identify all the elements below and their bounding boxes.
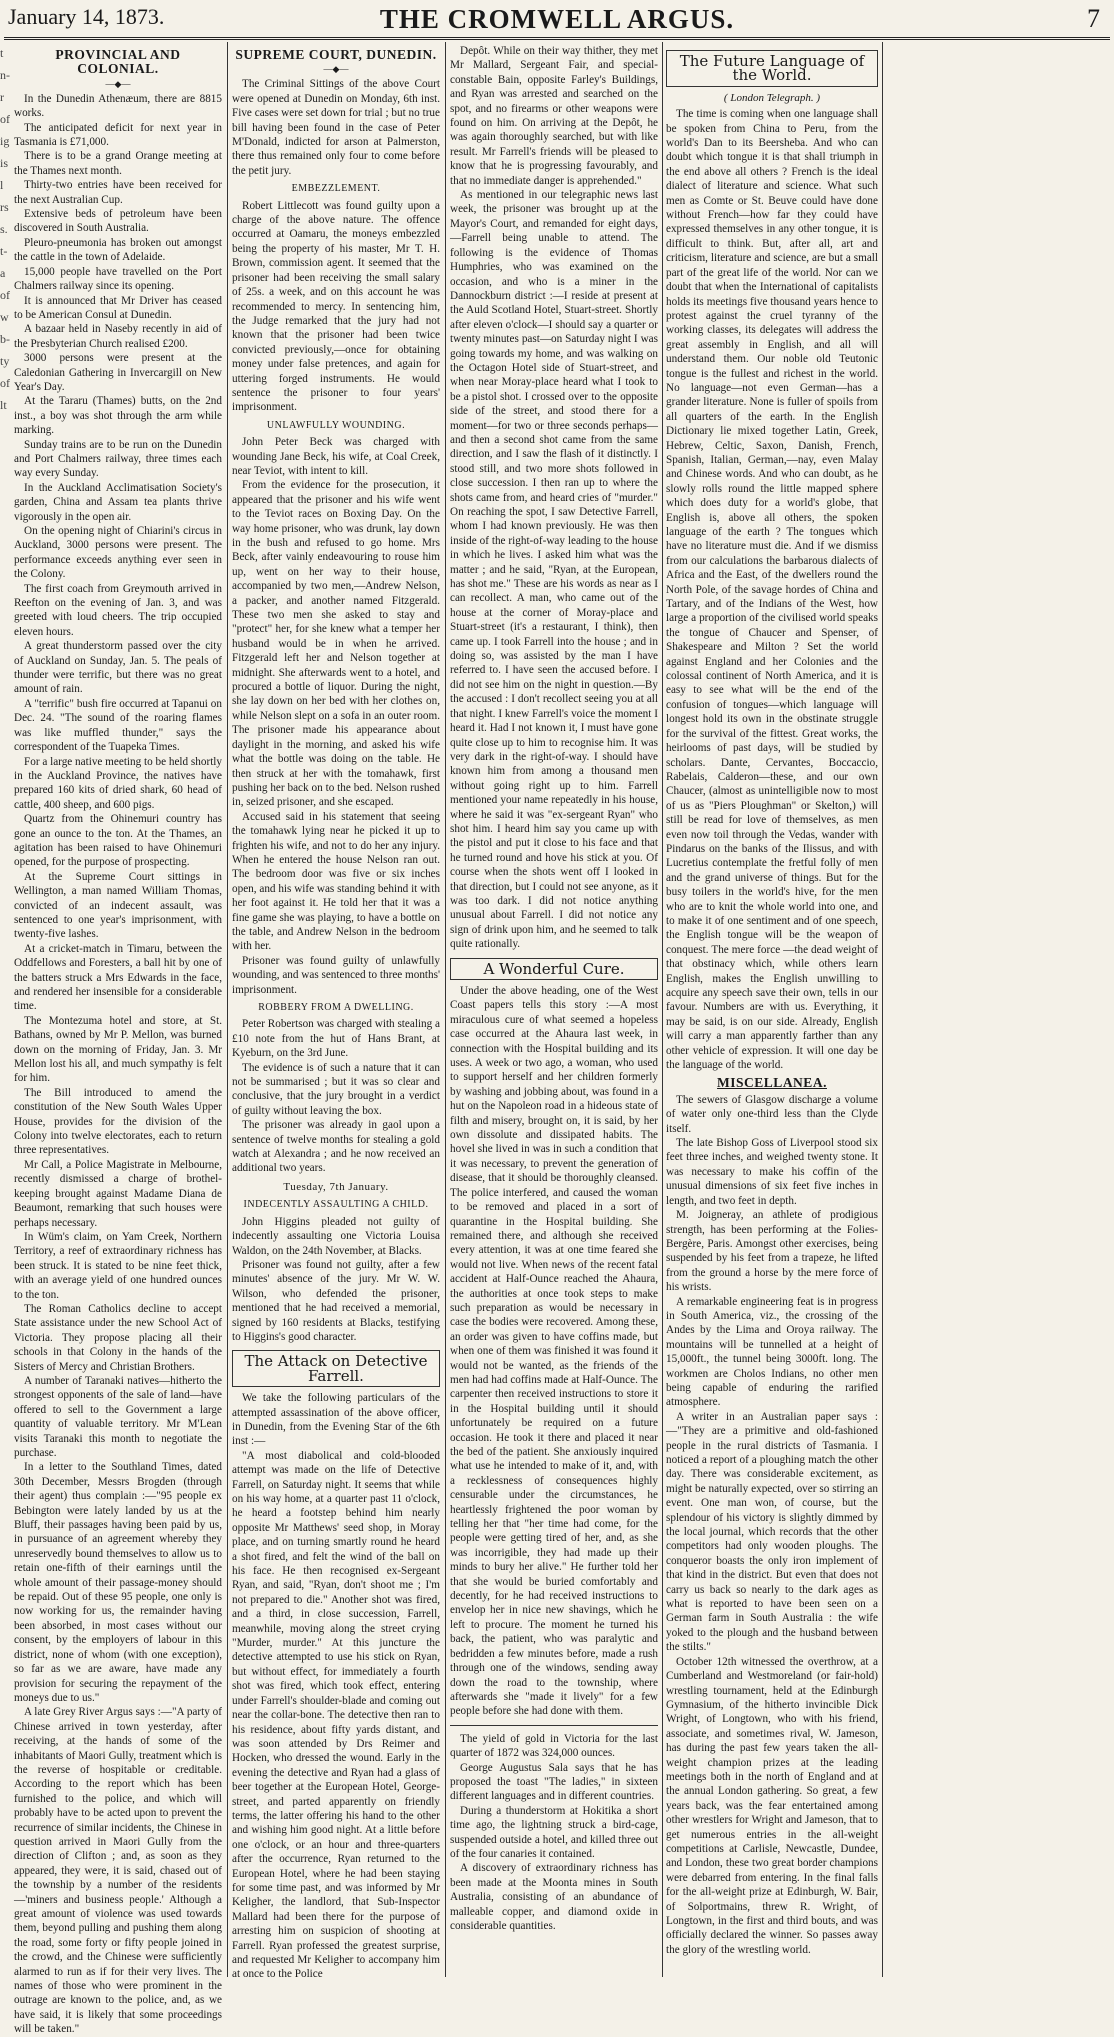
gutter-fragment: of — [0, 112, 10, 126]
column-supreme-court — [232, 44, 441, 1981]
news-item: A remarkable engineering feat is in progress in South America, viz., the crossing of the Andes by the Lima and Oroya railway. The mountains will be tunnelled at a height of 15,000ft., the tunnel being 3000ft. long. The workmen are Cholos Indians, no other men being capable of enduring the rarified atmosphere. — [666, 1295, 878, 1409]
news-item: In a letter to the Southland Times, dated 30th December, Messrs Brogden (through their agent) thus complain :—"95 people ex Bebington were lately landed by us at the Bluff, their passages having been paid by us, in pursuance of an agreement whereby they unreservedly bound themselves to allow us to retain one-fifth of their earnings until the whole amount of their passage-money should be repaid. Out of these 95 people, one only is now working for us, the remainder having been absorbed, in most cases without our consent, by the employers of labour in this district, none of whom (with one exception), so far as we are aware, have made any provision for securing the repayment of the moneys due to us." — [14, 1461, 222, 1704]
article-paragraph: The Criminal Sittings of the above Court were opened at Dunedin on Monday, 6th inst. Five cases were set down for trial ; but no true bill having been found in the case of Peter M'Donald, indicted for arson at Palmerston, there thus remained only four to come before the petit jury. — [232, 78, 440, 177]
section-heading: SUPREME COURT, DUNEDIN. — [235, 47, 437, 62]
article-heading: A Wonderful Cure. — [450, 958, 658, 980]
gutter-fragment: ig — [0, 134, 10, 148]
news-item: On the opening night of Chiarini's circus in Auckland, 3000 persons were present. The performance exceeds anything ever seen in the Colony. — [14, 525, 222, 581]
news-item: In the Dunedin Athenæum, there are 8815 works. — [14, 92, 222, 120]
news-item: At the Supreme Court sittings in Wellington, a man named William Thomas, convicted of an indecent assault, was sentenced to one year's imprisonment, with twenty-five lashes. — [14, 870, 222, 941]
news-item: A "terrific" bush fire occurred at Tapanui on Dec. 24. "The sound of the roaring flames was like muffled thunder," says the correspondent of the Tuapeka Times. — [14, 697, 222, 754]
gutter-fragment: b- — [0, 332, 10, 346]
news-item: M. Joigneray, an athlete of prodigious strength, has been performing at the Folies-Bergère, Paris. Amongst other exercises, being suspended by his feet from a trapeze, he lifted from the ground a horse by the mere force of his wrists. — [666, 1209, 878, 1294]
news-item: The anticipated deficit for next year in Tasmania is £71,000. — [14, 121, 222, 149]
news-item: The Roman Catholics decline to accept State assistance under the new School Act of Victoria. They propose placing all their schools in that Colony in the hands of the Sisters of Mercy and Christian Brothers. — [14, 1302, 222, 1373]
gutter-fragment: of — [0, 288, 10, 302]
newspaper-title: THE CROMWELL ARGUS. — [379, 4, 735, 34]
article-paragraph: Prisoner was found not guilty, after a few minutes' absence of the jury. Mr W. W. Wilson, who defended the prisoner, mentioned that he had received a memorial, signed by 160 residents at Blacks, testifying to Higgins's good character. — [232, 1258, 440, 1343]
gutter-fragment: t- — [0, 244, 8, 258]
news-item: Sunday trains are to be run on the Dunedin and Port Chalmers railway, three times each way every Sunday. — [14, 438, 222, 480]
news-item: A great thunderstorm passed over the city of Auckland on Sunday, Jan. 5. The peals of thunder were terrific, but there was no great amount of rain. — [14, 640, 222, 696]
gutter-fragment: rs — [0, 200, 9, 214]
article-paragraph: The evidence is of such a nature that it can not be summarised ; but it was so clear and conclusive, that the jury brought in a verdict of guilty without leaving the box. — [232, 1061, 440, 1117]
subheading: EMBEZZLEMENT. — [291, 183, 381, 195]
subheading: ROBBERY FROM A DWELLING. — [258, 1002, 414, 1013]
gutter-fragment: n- — [0, 68, 10, 82]
article-paragraph: John Peter Beck was charged with wounding Jane Beck, his wife, at Coal Creek, near Teviot, with intent to kill. — [232, 436, 440, 477]
news-item: The sewers of Glasgow discharge a volume of water only one-third less than the Clyde itself. — [666, 1093, 878, 1135]
date-subheading: Tuesday, 7th January. — [283, 1180, 389, 1193]
column-rule — [882, 42, 883, 1977]
divider — [450, 1725, 658, 1726]
column-rule — [445, 42, 446, 1977]
news-item: A late Grey River Argus says :—"A party of Chinese arrived in town yesterday, after receiving, at the hands of some of the inhabitants of Maori Gully, treatment which is the reverse of hospitable or creditable. According to the report which has been furnished to the police, and which will probably have to be acted upon to prevent the recurrence of similar incidents, the Chinese in question arrived in Maori Gully from the direction of Clifton ; and, as soon as they appeared, they were, it is said, chased out of the township by a number of the residents—'miners and business people.' Although a great amount of violence was used towards them, beyond pulling and pushing them along the road, some forty or fifty people joined in the crowd, and the Chinese were sufficiently alarmed to run as if for their very lives. The names of those who were prominent in the outrage are known to the police, and, as we have said, it is likely that some proceedings will be taken." — [14, 1706, 222, 2036]
news-item: October 12th witnessed the overthrow, at a Cumberland and Westmoreland (or fair-hold) wrestling tournament, held at the Edinburgh Gymnasium, of the hitherto invincible Dick Wright, of Longtown, who with his friend, associate, and sometimes rival, W. Jameson, has during the past few years taken the all-weight champion prizes at the leading meetings both in the north of England and at the annual London gathering. So great, a few years back, was the fear entertained among other wrestlers for Wright and Jameson, that to get numerous entries in the all-weight competitions at Carlisle, Newcastle, Dundee, and London, these two great border champions were debarred from entering. In the final falls for the all-weight prize at Edinburgh, W. Bair, of Solportmains, threw R. Wright, of Longtown, in the first and third bouts, and was officially declared the winner. So passes away the glory of the wrestling world. — [666, 1655, 878, 1956]
news-item: At a cricket-match in Timaru, between the Oddfellows and Foresters, a ball hit by one of the batters struck a Mrs Edwards in the face, and rendered her insensible for a considerable time. — [14, 942, 222, 1013]
news-item: 15,000 people have travelled on the Port Chalmers railway since its opening. — [14, 265, 222, 293]
article-heading: The Future Language of the World. — [666, 50, 878, 87]
news-item: A bazaar held in Naseby recently in aid of the Presbyterian Church realised £200. — [14, 323, 222, 350]
news-item: The Montezuma hotel and store, at St. Bathans, owned by Mr P. Mellon, was burned down on the morning of Friday, Jan. 3. Mr Mellon lost his all, and much sympathy is felt for him. — [14, 1014, 222, 1085]
ornament-divider: —◆— — [323, 64, 349, 75]
article-paragraph: From the evidence for the prosecution, it appeared that the prisoner and his wife went to the Teviot races on Boxing Day. On the way home prisoner, who was drunk, lay down in the bush and refused to go home. Mrs Beck, after vainly endeavouring to rouse him up, went on her way to their house, accompanied by two men,—Andrew Nelson, a packer, and another named Fitzgerald. These two men she asked to stay and "protect" her, for she knew what a temper her husband would be in when he arrived. Fitzgerald left her and Nelson together at midnight. She afterwards went to a hotel, and procured a bottle of liquor. During the night, she lay down on her bed with her clothes on, while Nelson slept on a sofa in an outer room. The prisoner made his appearance about daylight in the morning, and asked his wife what the bottle was doing on the table. He then struck at her with the tomahawk, first pushing her back on to the bed. Nelson rushed in, seized prisoner, and she escaped. — [232, 479, 440, 809]
news-item: In the Auckland Acclimatisation Society's garden, China and Assam tea plants thrive vigorously in the open air. — [14, 481, 222, 523]
subheading: UNLAWFULLY WOUNDING. — [266, 419, 406, 431]
news-item: Extensive beds of petroleum have been discovered in South Australia. — [14, 208, 222, 235]
news-item: During a thunderstorm at Hokitika a short time ago, the lightning struck a bird-cage, suspended outside a hotel, and killed three out of the four canaries it contained. — [450, 1804, 658, 1860]
news-item: Quartz from the Ohinemuri country has gone an ounce to the ton. At the Thames, an agitation has been raised to have Ohinemuri opened, for the purpose of prospecting. — [14, 813, 222, 869]
gutter-fragment: r — [0, 90, 4, 104]
ornament-divider: —◆— — [105, 78, 131, 89]
article-paragraph: The time is coming when one language shall be spoken from China to Peru, from the world's Dan to its Beersheba. And who can doubt which tongue it is that shall triumph in the end above all others ? French is the ideal dialect of literature and science. What such men as Comte or St. Beuve could have done without French—how far they could have expressed themselves in any other tongue, it is difficult to think. But, after all, art and criticism, literature and science, are but a small part of the great life of the world. Nor can we doubt that when the International of capitalists holds its meetings five thousand years hence to protest against the cruel tyranny of the working classes, its delegates will address the great assembly in English, and all will understand them. Our noble old Teutonic tongue is the fullest and richest in the world. No language—not even German—has a grander literature. None is fuller of spoils from all quarters of the earth. In the English Dictionary lie mixed together Latin, Greek, Hebrew, Celtic, Saxon, Danish, French, Spanish, Italian, German,—nay, even Malay and Chinese words. And who can doubt, as he slowly rolls round the little mapped sphere which does duty for a world's globe, that English is, above all others, the spoken language of the earth ? The tongues which have no literature must die. And if we dismiss from our calculations the barbarous dialects of Africa and the East, of the dwellers round the North Pole, of the savage hordes of China and Tartary, and of the Indians of the West, how large a proportion of the civilised world speaks the tongue of Chaucer and Spenser, of Shakespeare and Milton ? Set the world against England and her Colonies and the colossal continent of North America, and it is easy to see what will be the end of the confusion of tongues—which language will longest hold its own in the obstinate struggle for the survival of the fittest. Great works, the heirlooms of past days, will be studied by scholars. Dante, Cervantes, Boccaccio, Rabelais, Calderon—these, and our own Chaucer, (almost as unintelligible now to most of us as "Piers Ploughman" or Skelton,) will still be read for love of themselves, as men even now toil through the Vedas, wander with Pindarus on the banks of the Ilissus, and with Lucretius contemplate the fretful folly of men and the grand universe of things. But for the busy toilers in the world's hive, for the men who are to knit the whole world into one, and to make it of one sentiment and of one speech, the English tongue will be the weapon of conquest. The mere force —the dead weight of that obstinacy which, while others learn English, makes the English unwilling to acquire any speech save their own, tells in our favour. Numbers are with us. Everything, it may be said, is on our side. Already, English will carry a man apparently farther than any other vehicle of expression. It will one day be the language of the world. — [666, 108, 878, 1072]
news-item: 3000 persons were present at the Caledonian Gathering in Invercargill on New Year's Day. — [14, 352, 222, 393]
issue-date: January 14, 1873. — [8, 4, 165, 29]
article-paragraph: Accused said in his statement that seeing the tomahawk lying near he picked it up to frighten his wife, and not to do her any injury. When he entered the house Nelson ran out. The bedroom door was five or six inches open, and his wife was standing behind it with her foot against it. He told her that it was a fine game she was playing, to have a bottle on the table, and Andrew Nelson in the bedroom with her. — [232, 810, 440, 953]
column-rule — [662, 42, 663, 1977]
news-item: For a large native meeting to be held shortly in the Auckland Province, the natives have prepared 160 kits of dried shark, 60 head of cattle, 400 sheep, and 600 pigs. — [14, 755, 223, 811]
news-item: The first coach from Greymouth arrived in Reefton on the evening of Jan. 3, and was greeted with loud cheers. The trip occupied eleven hours. — [14, 582, 222, 638]
gutter-fragment: s. — [0, 222, 8, 236]
article-paragraph: The prisoner was already in gaol upon a sentence of twelve months for stealing a gold watch at Alexandra ; and he now received an additional two years. — [232, 1119, 440, 1175]
section-heading: MISCELLANEA. — [717, 1075, 827, 1091]
news-item: There is to be a grand Orange meeting at the Thames next month. — [14, 150, 222, 177]
news-item: Thirty-two entries have been received for the next Australian Cup. — [14, 179, 222, 206]
article-paragraph: We take the following particulars of the attempted assassination of the above officer, in Dunedin, from the Evening Star of the 6th inst :— — [232, 1392, 440, 1448]
news-item: The yield of gold in Victoria for the last quarter of 1872 was 324,000 ounces. — [450, 1732, 658, 1760]
article-source: ( London Telegraph. ) — [723, 91, 821, 104]
gutter-fragment: of — [0, 376, 10, 390]
article-heading: The Attack on Detective Farrell. — [232, 1350, 440, 1387]
gutter-fragments — [0, 42, 10, 1972]
news-item: The late Bishop Goss of Liverpool stood six feet three inches, and weighed twenty stone. It was necessary to make his coffin of the unusual dimensions of six feet five inches in length, and two feet in depth. — [666, 1137, 878, 1207]
subheading: INDECENTLY ASSAULTING A CHILD. — [243, 1199, 429, 1211]
news-item: A number of Taranaki natives—hitherto the strongest opponents of the sale of land—have offered to sell to the Government a large quantity of valuable territory. Mr M'Lean visits Taranaki this month to negotiate the purchase. — [14, 1374, 222, 1459]
news-item: George Augustus Sala says that he has proposed the toast "The ladies," in sixteen different languages and in different countries. — [450, 1761, 658, 1803]
gutter-fragment: lt — [0, 398, 7, 412]
news-item: Pleuro-pneumonia has broken out amongst the cattle in the town of Adelaide. — [14, 236, 222, 264]
gutter-fragment: w — [0, 310, 9, 324]
news-item: A discovery of extraordinary richness has been made at the Moonta mines in South Australia, consisting of an abundance of malleable copper, and diamond oxide in considerable quantities. — [450, 1862, 658, 1932]
column-future-language — [666, 44, 878, 1974]
article-paragraph: Prisoner was found guilty of unlawfully wounding, and was sentenced to three months' imprisonment. — [232, 954, 441, 996]
gutter-fragment: l — [0, 178, 4, 192]
news-item: A writer in an Australian paper says :—"They are a primitive and old-fashioned people in the rural districts of Tasmania. I noticed a report of a ploughing match the other day. There was considerable excitement, as might be naturally expected, over so stirring an event. One man won, of course, but the splendour of his victory is slightly dimmed by the local journal, which records that the other competitors had only wooden ploughs. The conqueror boasts the only iron implement of that kind in the district. But even that does not carry us back so nearly to the dark ages as what is reported to have been seen on a German farm in South Australia : the wife yoked to the plough and the husband between the stilts." — [666, 1410, 878, 1654]
article-paragraph: "A most diabolical and cold-blooded attempt was made on the life of Detective Farrell, on Saturday night. It seems that while on his way home, at a quarter past 11 o'clock, he heard a footstep behind him nearly opposite Mr Matthews' seed shop, in Moray place, and on turning smartly round he heard a shot fired, and felt the wind of the ball on his face. He then recognised ex-Sergeant Ryan, and said, "Ryan, don't shoot me ; I'm not prepared to die." Another shot was fired, and a third, in close succession, Farrell, meanwhile, moving along the street crying "Murder, murder." At this juncture the detective attempted to use his stick on Ryan, but without effect, for immediately a fourth shot was fired, which took effect, entering under Farrell's shoulder-blade and coming out near the collar-bone. The detective then ran to his residence, about fifty yards distant, and was soon attended by Drs Reimer and Hocken, who dressed the wound. Early in the evening the detective and Ryan had a glass of beer together at the European Hotel, George-street, and parted apparently on friendly terms, the latter offering his hand to the other and wishing him good night. At a little before one o'clock, or an hour and three-quarters after the occurrence, Ryan returned to the European Hotel, where he had been staying for some time past, and was informed by Mr Keligher, the landlord, that Sub-Inspector Mallard had been there for the purpose of arresting him on suspicion of shooting at Farrell. Ryan professed the greatest surprise, and requested Mr Keligher to accompany him at once to the Police — [232, 1449, 440, 1981]
section-heading: PROVINCIAL AND COLONIAL. — [55, 47, 181, 77]
gutter-fragment: ty — [0, 354, 10, 368]
news-item: At the Tararu (Thames) butts, on the 2nd inst., a boy was shot through the arm while marking. — [14, 395, 222, 437]
column-right-edge — [887, 44, 1107, 1974]
gutter-fragment: is — [0, 156, 9, 170]
article-paragraph: As mentioned in our telegraphic news last week, the prisoner was brought up at the Mayor's Court, and remanded for eight days, —Farrell being unable to attend. The following is the evidence of Thomas Humphries, who was examined on the occasion, and who is a miner in the Dannockburn district :—I reside at present at the Auld Scotland Hotel, Stuart-street. Shortly after eleven o'clock—I should say a quarter or twenty minutes past—on Saturday night I was going towards my home, and was walking on the Octagon Hotel side of Stuart-street, and when near Moray-place heard what I took to be a pistol shot. I crossed over to the opposite side of the street, and stood there for a moment—for two or three seconds perhaps—and then a second shot came from the same direction, and I saw the flash of it distinctly. I stood still, and two more shots followed in close succession. I then ran up to where the shots came from, and heard cries of "murder." On reaching the spot, I saw Detective Farrell, whom I had known previously. He was then inside of the right-of-way leading to the house in which he lives. I asked him what was the matter ; and he said, "Ryan, at the European, has shot me." These are his words as near as I can recollect. A man, who came out of the house at the corner of Moray-place and Stuart-street (it's a restaurant, I think), then came up. I took Farrell into the house ; and in doing so, was assisted by the man I have referred to. I have seen the accused before. I did not see him on the night in question.—By the accused : I don't recollect seeing you at all that night. I knew Farrell's voice the moment I heard it. Had I not known it, I must have gone quite close up to him to recognise him. It was very dark in the right-of-way. I should have known him from among a thousand men without going right up to him. Farrell mentioned your name repeatedly in his house, where he said it was "ex-sergeant Ryan" who shot him. I heard him say you came up with the pistol and put it close to his face and that he turned round and hove his stick at you. Of course when the shots went off I looked in that direction, but I could not see anyone, as it was too dark. I did not notice anything unusual about Farrell. I did not notice any sign of drink upon him, and he seemed to talk quite rationally. — [450, 189, 658, 951]
article-paragraph: Depôt. While on their way thither, they met Mr Mallard, Sergeant Fair, and special-constable Bain, opposite Farley's Buildings, and Ryan was arrested and searched on the spot, and no firearms or other weapons were found on him. On arriving at the Depôt, he was again thoroughly searched, but with like result. Mr Farrell's friends will be pleased to know that he is progressing favourably, and that no immediate danger is apprehended." — [450, 45, 658, 187]
news-item: In Wüm's claim, on Yam Creek, Northern Territory, a reef of extraordinary richness has been struck. It is stated to be nine feet thick, with an average yield of one hundred ounces to the ton. — [14, 1230, 222, 1301]
article-paragraph: Robert Littlecott was found guilty upon a charge of the above nature. The offence occurred at Oamaru, the moneys embezzled being the property of his master, Mr T. H. Brown, commission agent. It seemed that the prisoner had been receiving the small salary of 25s. a week, and on this account he was recommended to mercy. In sentencing him, the Judge remarked that the jury had not known that the prisoner had been twice convicted previously,—once for obtaining money under false pretences, and again for uttering forged instruments. He would sentence the prisoner to four years' imprisonment. — [232, 199, 440, 414]
news-item: It is announced that Mr Driver has ceased to be American Consul at Dunedin. — [14, 294, 222, 321]
column-farrell-continued — [450, 44, 658, 1974]
article-paragraph: Under the above heading, one of the West Coast papers tells this story :—A most miraculous cure of what seemed a hopeless case occurred at the Ahaura last week, in connection with the Hospital building and its uses. A week or two ago, a woman, who used to support herself and her children formerly by washing and jobbing about, was found in a hut on the Napoleon road in a hideous state of filth and misery, brought on, it is said, by her own dissolute and dissipated habits. The hovel she lived in was in such a condition that it was necessary, to prevent the generation of disease, that it should be thoroughly cleansed. The police interfered, and caused the woman to be removed and placed in a sort of quarantine in the Hospital building. She remained there, and although she received every attention, it was at one time feared she would not live. When news of the recent fatal accident at Half-Ounce reached the Ahaura, the authorities at once took steps to make such preparation as would be necessary in case the bodies were recovered. Among these, an order was given to have coffins made, but when one of them was finished it was found it would not be wanted, as the friends of the men had had coffins made at Half-Ounce. The carpenter then received instructions to store it in the Hospital building until it should unfortunately be required on a future occasion. He took it there and placed it near the bed of the patient. She anxiously inquired what use he intended to make of it, and, with a recklessness of consequences highly censurable under the circumstances, he heartlessly frightened the poor woman by telling her that "her time had come, for the people were getting tired of her, and, as she was incorrigible, they had made up their minds to bury her alive." He further told her that she would be buried comfortably and decently, for he had received instructions to envelop her in nice new shavings, which he left to procure. The moment he turned his back, the patient, who was paralytic and bedridden a few minutes before, made a rush through one of the windows, sending away down the road to the township, where afterwards she "made it lively" for a few people before she had done with them. — [450, 985, 658, 1718]
column-provincial-colonial — [14, 44, 223, 2036]
masthead — [0, 0, 1114, 38]
news-item: The Bill introduced to amend the constitution of the New South Wales Upper House, provides for the division of the Colony into twelve electorates, each to return three representatives. — [14, 1086, 222, 1157]
masthead-rule — [4, 37, 1110, 40]
article-paragraph: John Higgins pleaded not guilty of indecently assaulting one Victoria Louisa Waldon, on the 24th November, at Blacks. — [232, 1215, 440, 1257]
article-paragraph: Peter Robertson was charged with stealing a £10 note from the hut of Hans Brant, at Kyeburn, on the 3rd June. — [232, 1018, 441, 1060]
page-number: 7 — [1087, 4, 1100, 33]
gutter-fragment: t — [0, 46, 4, 60]
news-item: Mr Call, a Police Magistrate in Melbourne, recently dismissed a charge of brothel-keeping brought against Madame Diana de Beaumont, remarking that such houses were perhaps necessary. — [14, 1158, 222, 1229]
column-rule — [227, 42, 228, 1977]
gutter-fragment: a — [0, 266, 6, 280]
